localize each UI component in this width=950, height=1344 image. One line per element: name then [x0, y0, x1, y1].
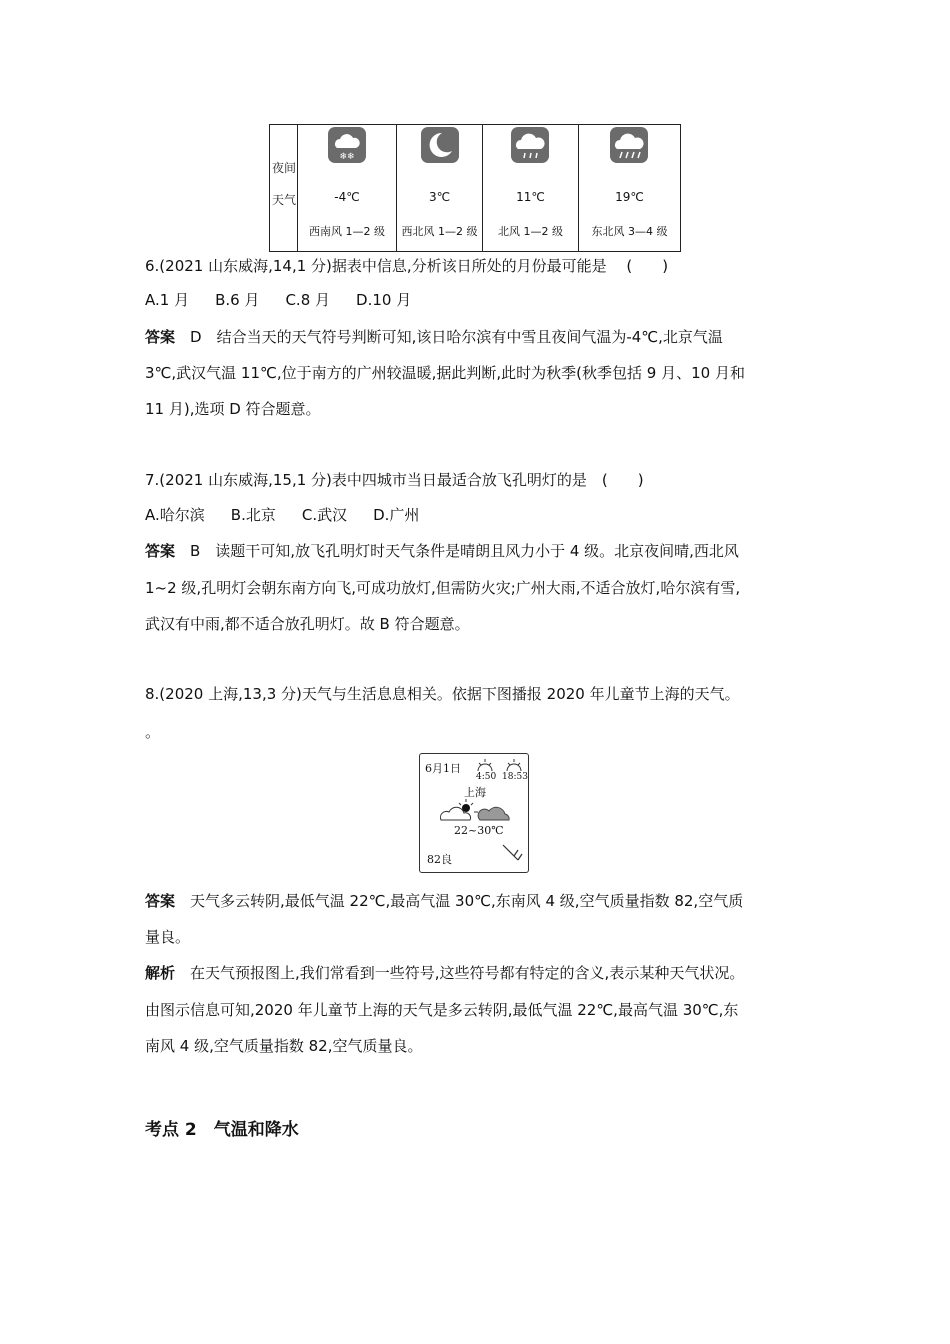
- section-heading: 考点 2 气温和降水: [145, 1120, 299, 1140]
- q7-option-b: B.北京: [230, 506, 276, 524]
- answer-label: 答案: [145, 892, 176, 910]
- q8-analysis-line-2: 由图示信息可知,2020 年儿童节上海的天气是多云转阴,最低气温 22℃,最高气温 30℃,东: [145, 1001, 739, 1019]
- cloud-rain-icon: [511, 127, 549, 163]
- q7-answer-line-2: 1~2 级,孔明灯会朝东南方向飞,可成功放灯,但需防火灾;广州大雨,不适合放灯,哈尔滨有雪,: [145, 579, 741, 597]
- city-temp: -4℃: [334, 190, 360, 204]
- sun-rise-set-icon: [476, 757, 526, 773]
- q8-analysis-line-1: 解析 在天气预报图上,我们常看到一些符号,这些符号都有特定的含义,表示某种天气状况。: [145, 964, 745, 982]
- q6-answer-line-3: 11 月),选项 D 符合题意。: [145, 400, 321, 418]
- row-label-night: 夜间: [272, 161, 297, 175]
- city-wind: 西南风 1—2 级: [309, 225, 385, 238]
- q7-answer-line-1: 答案 B 读题干可知,放飞孔明灯时天气条件是晴朗且风力小于 4 级。北京夜间晴,西北风: [145, 542, 739, 560]
- card-sunrise: 4:50: [476, 772, 497, 782]
- q6-option-a: A.1 月: [145, 291, 190, 309]
- answer-label: 答案: [145, 542, 176, 560]
- city-wind: 东北风 3—4 级: [591, 225, 668, 238]
- q6-answer-line-2: 3℃,武汉气温 11℃,位于南方的广州较温暖,据此判断,此时为秋季(秋季包括 9 月、10 月和: [145, 364, 745, 382]
- city-column-1: [297, 125, 396, 251]
- analysis-label: 解析: [145, 964, 176, 982]
- card-temp-range: 22~30℃: [454, 824, 504, 837]
- q7-option-a: A.哈尔滨: [145, 506, 205, 524]
- cloud-heavy-rain-icon: [610, 127, 648, 163]
- city-column-2: [396, 125, 482, 251]
- q6-option-b: B.6 月: [215, 291, 260, 309]
- city-temp: 3℃: [428, 190, 451, 204]
- card-date: 6月1日: [425, 762, 461, 775]
- q8-blank: 。: [145, 723, 161, 741]
- city-wind: 西北风 1—2 级: [401, 225, 478, 238]
- card-city: 上海: [464, 786, 486, 799]
- city-temp: 11℃: [516, 190, 545, 204]
- row-label-column: [270, 125, 297, 251]
- q6-answer-line-1: 答案 D 结合当天的天气符号判断可知,该日哈尔滨有中雪且夜间气温为-4℃,北京气温: [145, 328, 723, 346]
- weather-table: [269, 124, 681, 252]
- city-wind: 北风 1—2 级: [498, 225, 563, 238]
- q7-options: [145, 505, 445, 525]
- answer-label: 答案: [145, 328, 176, 346]
- q7-option-d: D.广州: [373, 506, 420, 524]
- card-sunset: 18:53: [502, 772, 528, 782]
- q8-answer-line-1: 答案 天气多云转阴,最低气温 22℃,最高气温 30℃,东南风 4 级,空气质量指数 82,空气质: [145, 892, 744, 910]
- wind-direction-icon: [500, 842, 524, 866]
- cloud-snow-icon: [328, 127, 366, 163]
- weather-forecast-card: [419, 753, 529, 873]
- q8-answer-line-2: 量良。: [145, 928, 191, 946]
- city-column-3: [482, 125, 578, 251]
- q7-option-c: C.武汉: [301, 506, 348, 524]
- q6-option-c: C.8 月: [285, 291, 331, 309]
- q6-question: 6.(2021 山东威海,14,1 分)据表中信息,分析该日所处的月份最可能是 ( ): [145, 257, 669, 275]
- city-temp: 19℃: [615, 190, 644, 204]
- q7-answer-line-3: 武汉有中雨,都不适合放孔明灯。故 B 符合题意。: [145, 615, 470, 633]
- q8-question: 8.(2020 上海,13,3 分)天气与生活息息相关。依据下图播报 2020 年儿童节上海的天气。: [145, 685, 740, 703]
- svg-text:❄❄: ❄❄: [339, 152, 355, 162]
- moon-icon: [421, 127, 459, 163]
- q7-question: 7.(2021 山东威海,15,1 分)表中四城市当日最适合放飞孔明灯的是 ( ): [145, 471, 644, 489]
- row-label-weather: 天气: [272, 193, 297, 207]
- q6-options: [145, 290, 437, 310]
- q6-option-d: D.10 月: [356, 291, 412, 309]
- card-aqi: 82良: [427, 853, 452, 866]
- city-column-4: [578, 125, 680, 251]
- cloudy-to-overcast-icon: [438, 794, 520, 824]
- q8-analysis-line-3: 南风 4 级,空气质量指数 82,空气质量良。: [145, 1037, 423, 1055]
